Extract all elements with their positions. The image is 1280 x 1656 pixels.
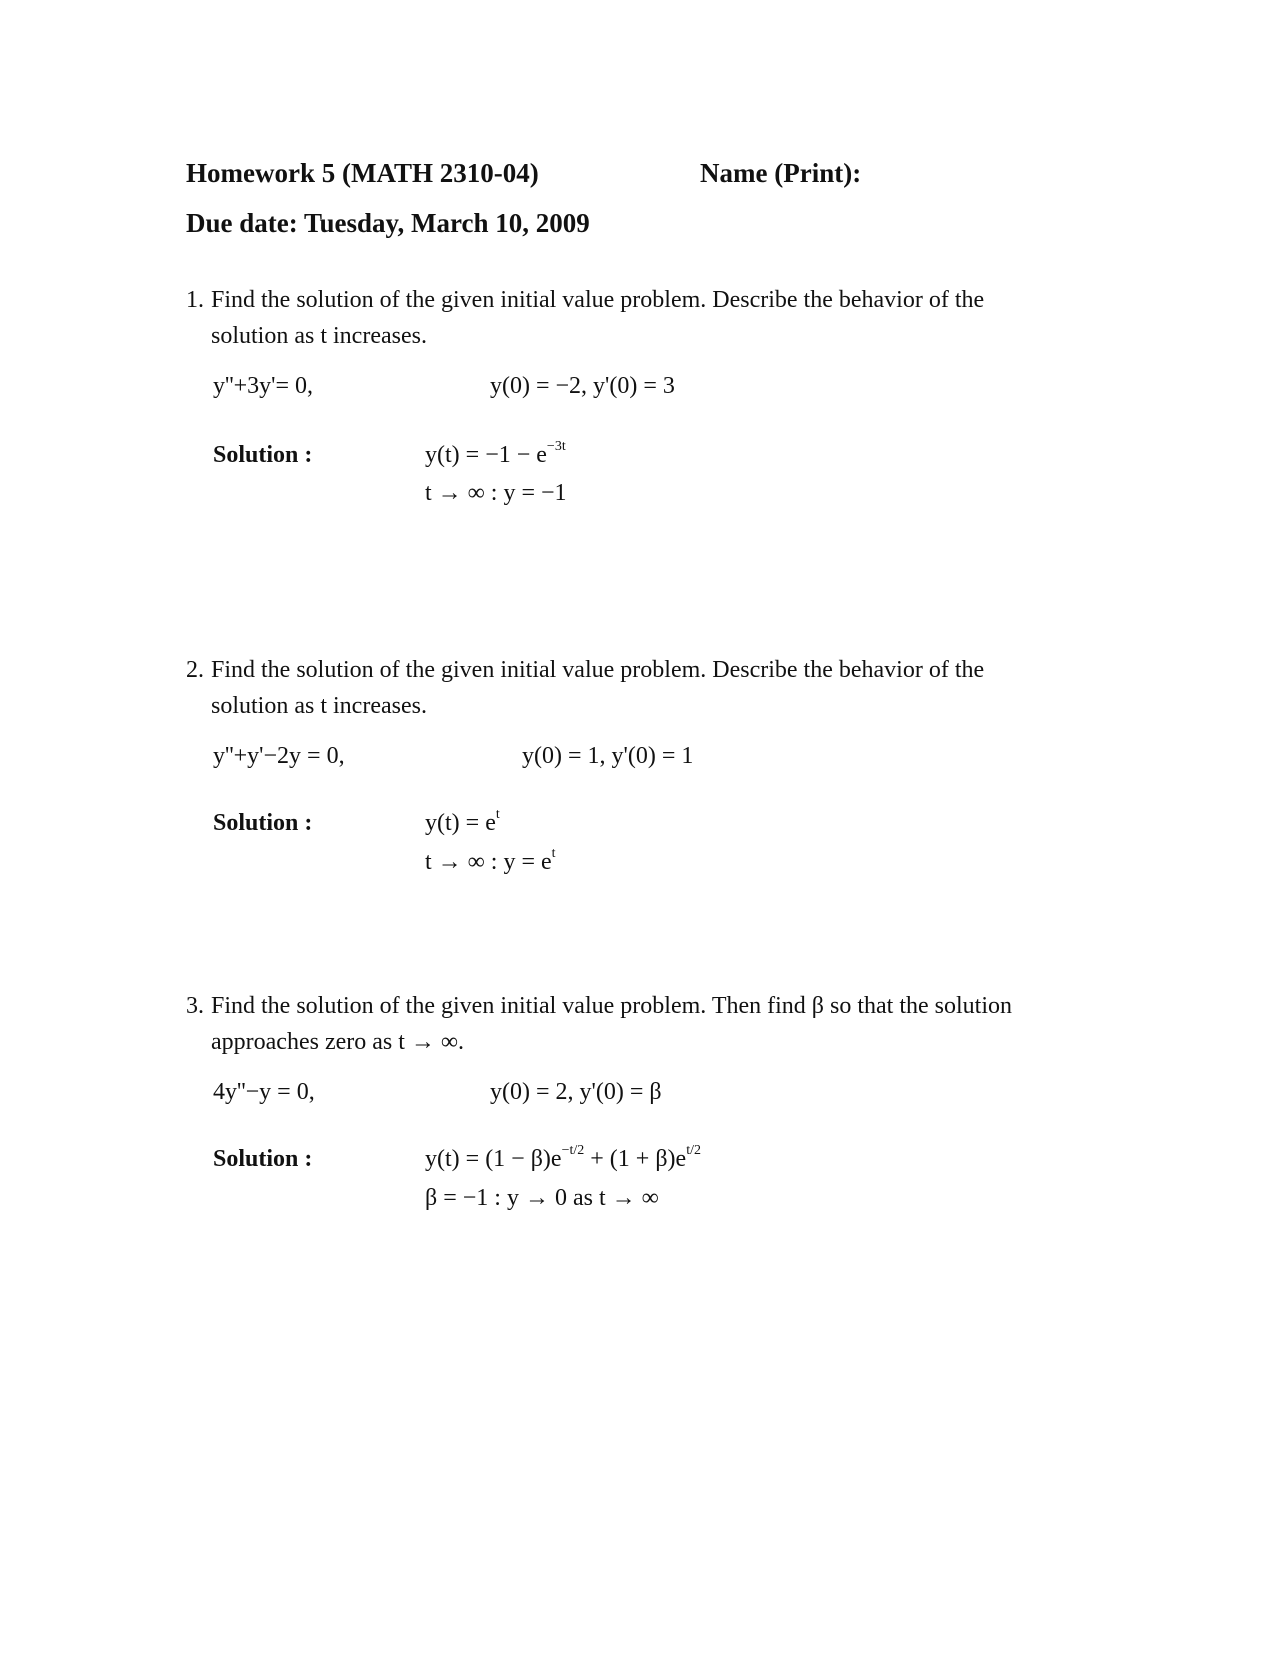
problem-2-initial-conditions: y(0) = 1, y'(0) = 1 [522,743,694,769]
problem-1-number: 1. [186,287,204,313]
problem-1-text-line1: Find the solution of the given initial value problem. Describe the behavior of the [211,287,985,313]
problem-2-solution-line2: t → ∞ : $y = e^t$ [425,846,556,875]
problem-1-initial-conditions: y(0) = −2, y'(0) = 3 [490,373,675,399]
problem-3-initial-conditions: y(0) = 2, y'(0) = β [490,1079,662,1105]
problem-3-solution-line1: $y(t) = (1 - \beta)e^{-t/2} + (1 + \beta)e^{t/2}$ [425,1143,701,1172]
problem-3-text-line2: approaches zero as t → ∞. [211,1029,465,1055]
problem-2-text-line2: solution as t increases. [211,693,427,719]
problem-2-solution-label: Solution : [213,810,313,836]
problem-1-solution-line1: $y(t) = -1 - e^{-3t}$ [425,439,566,468]
problem-2-equation: y''+y'−2y = 0, [213,743,345,769]
homework-title: Homework 5 (MATH 2310-04) [186,158,539,188]
problem-3-number: 3. [186,993,204,1019]
problem-1-solution-line2: t → ∞ : y = −1 [425,480,567,506]
problem-2-number: 2. [186,657,204,683]
problem-1-equation: y''+3y'= 0, [213,373,314,399]
problem-3-solution-line2: β = −1 : y → 0 as t → ∞ [425,1185,659,1211]
name-label: Name (Print): [700,158,862,188]
problem-3-equation: 4y''−y = 0, [213,1079,315,1105]
problem-3-solution-label: Solution : [213,1146,313,1172]
problem-2-text-line1: Find the solution of the given initial value problem. Describe the behavior of the [211,657,985,683]
problem-1-text-line2: solution as t increases. [211,323,427,349]
due-date: Due date: Tuesday, March 10, 2009 [186,208,590,238]
problem-3-text-line1: Find the solution of the given initial value problem. Then find β so that the solution [211,993,1012,1019]
problem-2-solution-line1: $y(t) = e^t$ [425,807,500,836]
problem-1-solution-label: Solution : [213,442,313,468]
